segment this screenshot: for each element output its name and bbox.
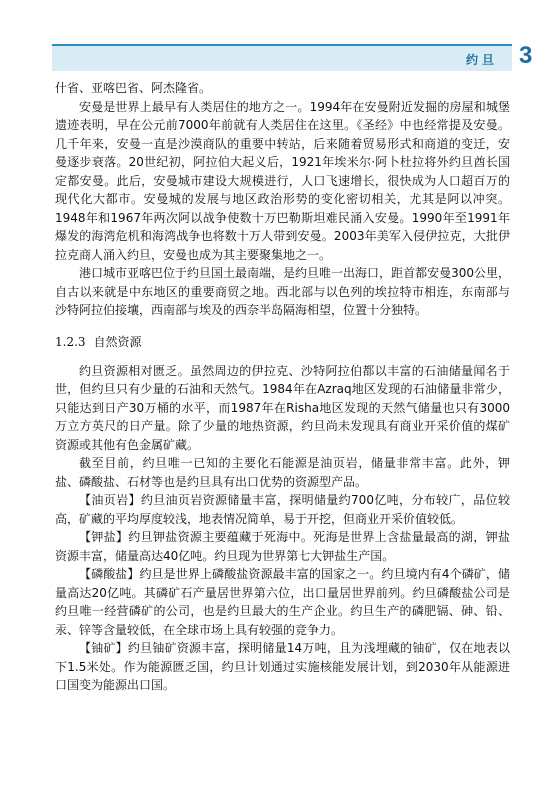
section-title: 自然资源 (93, 334, 142, 349)
body-paragraph (55, 362, 510, 455)
running-header (52, 44, 512, 71)
body-paragraph (55, 565, 510, 639)
paragraph-text: 约旦资源相对匮乏。虽然周边的伊拉克、沙特阿拉伯都以丰富的石油储量闻名于世，但约旦只有少量的石油和天然气。1984年在Azraq地区发现的石油储量非常少，只能达到日产30万桶的水平，而1987年在Risha地区发现的天然气储量也只有3000万立方英尺的日产量。除了少量的地热资源，约旦尚未发现具有商业开采价值的煤矿资源或其他有色金属矿藏。 (55, 363, 510, 452)
section-heading (55, 333, 510, 351)
paragraph-text: 约旦钾盐资源主要蕴藏于死海中。死海是世界上含盐量最高的湖，钾盐资源丰富，储量高达40亿吨。约旦现为世界第七大钾盐生产国。 (55, 530, 510, 563)
paragraph-text: 约旦铀矿资源丰富，探明储量14万吨，且为浅埋藏的铀矿，仅在地表以下1.5米处。作为能源匮乏国，约旦计划通过实施核能发展计划，到2030年从能源进口国变为能源出口国。 (55, 641, 510, 692)
body-paragraph: 什省、亚喀巴省、阿杰隆省。 (55, 81, 212, 95)
paragraph-tag-uranium: 【铀矿】 (79, 641, 128, 655)
page-body (55, 79, 510, 695)
page-number: 3 (519, 42, 533, 69)
body-paragraph: 安曼是世界上最早有人类居住的地方之一。1994年在安曼附近发掘的房屋和城堡遗迹表明，早在公元前7000年前就有人类居住在这里。《圣经》中也经常提及安曼。几千年来，安曼一直是沙漠商队的重要中转站，后来随着贸易形式和商道的变迁，安曼逐步衰落。20世纪初，阿拉伯大起义后，1921年埃米尔·阿卜杜拉将外约旦酋长国定都安曼。此后，安曼城市建设大规模进行，人口飞速增长，很快成为人口超百万的现代化大都市。安曼城的发展与地区政治形势的变化密切相关，尤其是阿以冲突。1948年和1967年两次阿以战争使数十万巴勒斯坦难民涌入安曼。1990年至1991年爆发的海湾危机和海湾战争也将数十万人带到安曼。2003年美军入侵伊拉克，大批伊拉克商人涌入约旦，安曼也成为其主要聚集地之一。 (55, 99, 510, 262)
running-header-title: 约旦 (465, 53, 498, 67)
body-paragraph (55, 639, 510, 695)
paragraph-text: 截至目前，约旦唯一已知的主要化石能源是油页岩，储量非常丰富。此外，钾盐、磷酸盐、石材等也是约旦具有出口优势的资源型产品。 (55, 456, 510, 489)
body-paragraph (55, 454, 510, 491)
paragraph-tag-potash: 【钾盐】 (79, 530, 129, 544)
body-paragraph (55, 491, 510, 528)
paragraph-tag-phosphate: 【磷酸盐】 (79, 567, 140, 581)
body-paragraph (55, 528, 510, 565)
paragraph-text: 约旦油页岩资源储量丰富，探明储量约700亿吨，分布较广，品位较高，矿藏的平均厚度较浅，地表情况简单，易于开挖，但商业开采价值较低。 (55, 493, 510, 526)
paragraph-text: 约旦是世界上磷酸盐资源最丰富的国家之一。约旦境内有4个磷矿，储量高达20亿吨。其磷矿石产量居世界第六位，出口量居世界前列。约旦磷酸盐公司是约旦唯一经营磷矿的公司，也是约旦最大的生产企业。约旦生产的磷肥镉、砷、铅、汞、锌等含量较低，在全球市场上具有较强的竞争力。 (55, 567, 510, 637)
paragraph-tag-oil-shale: 【油页岩】 (79, 493, 141, 507)
body-paragraph: 港口城市亚喀巴位于约旦国土最南端，是约旦唯一出海口，距首都安曼300公里，自古以来就是中东地区的重要商贸之地。西北部与以色列的埃拉特市相连，东南部与沙特阿拉伯接壤，西南部与埃及的西奈半岛隔海相望，位置十分独特。 (55, 266, 510, 317)
section-number: 1.2.3 (55, 334, 86, 349)
